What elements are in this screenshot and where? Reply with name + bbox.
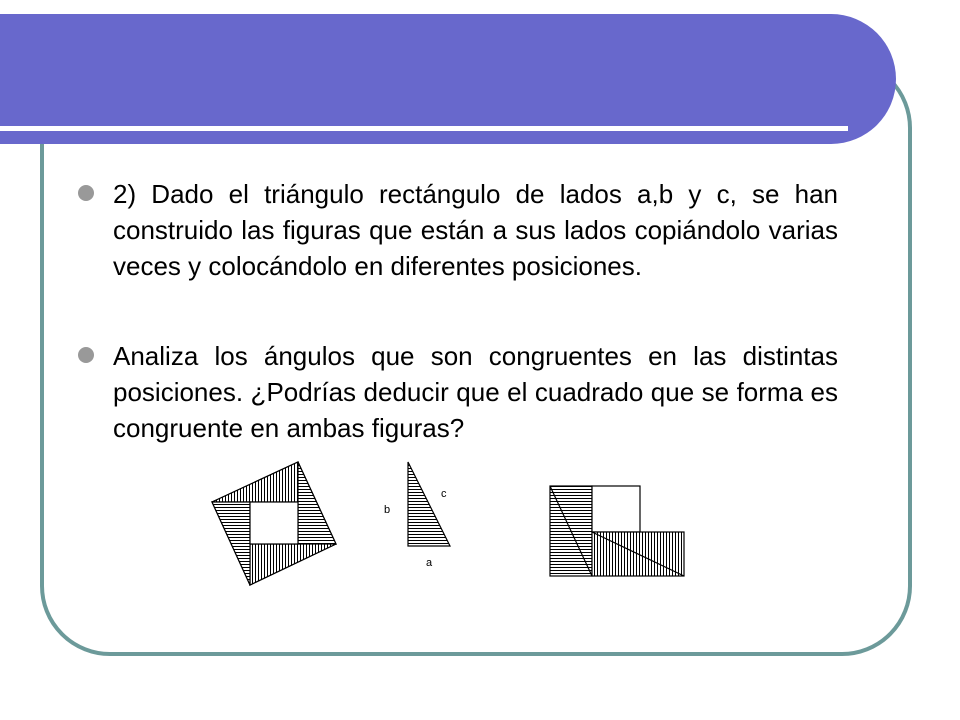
top-square xyxy=(592,486,640,532)
triangle-top-fill xyxy=(212,462,298,502)
tilted-square-figure xyxy=(212,462,336,585)
reference-triangle xyxy=(408,462,450,546)
triangle-left-fill xyxy=(212,502,250,585)
composite-figure xyxy=(550,486,684,576)
label-c: c xyxy=(441,488,447,500)
label-a: a xyxy=(426,557,433,569)
triangle-bottom-fill xyxy=(250,544,336,585)
bullet-text-2: Analiza los ángulos que son congruentes en las distintas posiciones. ¿Podrías deducir que el cuadrado que se forma es congruente en ambas figuras? xyxy=(113,341,838,443)
label-b: b xyxy=(384,504,391,516)
inner-square xyxy=(250,502,298,544)
bullet-text-1: 2) Dado el triángulo rectángulo de lados a,b y c, se han construido las figuras que están a sus lados copiándolo varias veces y colocándolo en diferentes posiciones. xyxy=(113,179,838,281)
triangle-right-fill xyxy=(298,462,336,544)
